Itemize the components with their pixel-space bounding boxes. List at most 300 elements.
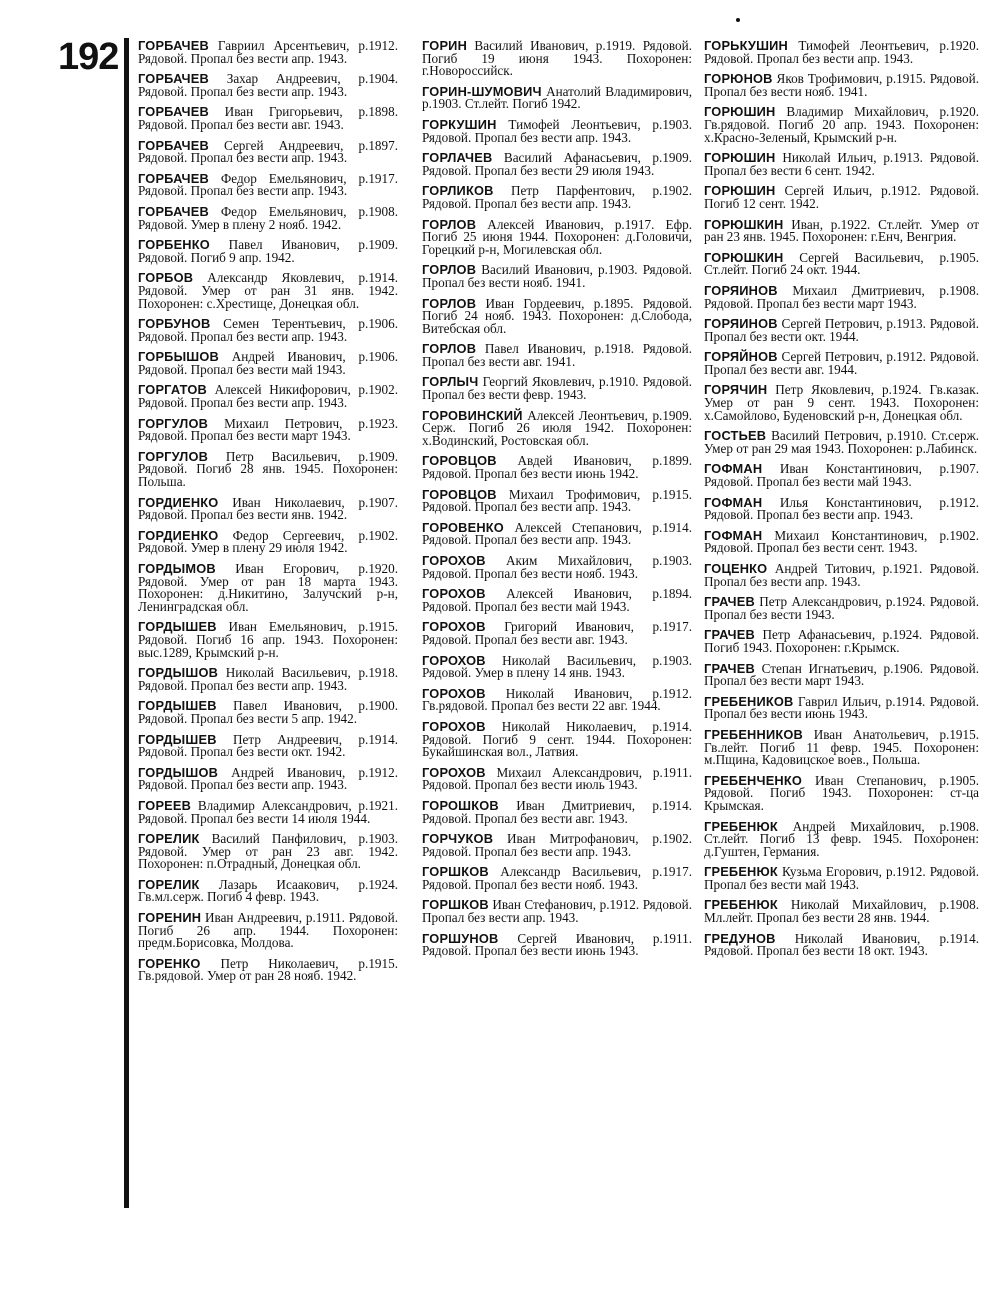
entry-paragraph bbox=[704, 106, 979, 144]
entry-details: Михаил Петрович, р.1923. Рядовой. Пропал без вести март 1943. bbox=[138, 415, 398, 444]
entry-details: Василий Петрович, р.1910. Ст.серж. Умер от ран 29 мая 1943. Похоронен: р.Лабинск. bbox=[704, 428, 979, 456]
entry-details: Александр Яковлевич, р.1914. Рядовой. Умер от ран 31 янв. 1942. Похоронен: с.Хрестище, Донецкая обл. bbox=[138, 270, 399, 311]
entry-details: Петр Яковлевич, р.1924. Гв.казак. Умер от ран 9 сент. 1943. Похоронен: х.Самойлово, Буденовский р-н, Донецкая обл. bbox=[704, 382, 979, 423]
entry-details: Иван Анатольевич, р.1915. Гв.лейт. Погиб 11 февр. 1945. Похоронен: м.Пщина, Кадовицское воев., Польша. bbox=[704, 726, 980, 768]
entry bbox=[704, 772, 979, 813]
entry-details: Петр Николаевич, р.1915. Гв.рядовой. Умер от ран 28 нояб. 1942. bbox=[138, 955, 398, 984]
entry-surname: ГОРЯЙНОВ bbox=[704, 349, 778, 365]
entry-details: Алексей Никифорович, р.1902. Рядовой. Пропал без вести апр. 1943. bbox=[138, 382, 398, 411]
scan-mark bbox=[736, 18, 740, 22]
entry bbox=[422, 83, 692, 112]
entry-paragraph bbox=[422, 797, 692, 826]
entry-surname: ГОРЮШКИН bbox=[704, 249, 784, 265]
entry bbox=[138, 272, 398, 310]
entry bbox=[138, 912, 398, 950]
entry bbox=[704, 384, 979, 422]
entry-details: Семен Терентьевич, р.1906. Рядовой. Пропал без вести апр. 1943. bbox=[138, 316, 398, 344]
entry-surname: ГОРГУЛОВ bbox=[138, 448, 209, 464]
entry-paragraph bbox=[138, 448, 398, 490]
entry-surname: ГОРШКОВ bbox=[422, 897, 489, 913]
entry bbox=[138, 667, 398, 692]
entry-surname: ГОРЛОВ bbox=[422, 295, 477, 311]
entry-paragraph bbox=[138, 667, 398, 692]
entry-paragraph bbox=[422, 264, 692, 289]
entry-details: Лазарь Исаакович, р.1924. Гв.мл.серж. Погиб 4 февр. 1943. bbox=[138, 876, 399, 905]
column-3 bbox=[704, 40, 979, 966]
entry-paragraph bbox=[422, 718, 692, 760]
entry-surname: ГОРЛОВ bbox=[422, 341, 477, 357]
entry-details: Петр Васильевич, р.1909. Рядовой. Погиб 28 янв. 1945. Похоронен: Польша. bbox=[138, 448, 398, 490]
entry-surname: ГОСТЬЕВ bbox=[704, 428, 767, 444]
entry-surname: ГОРОХОВ bbox=[422, 685, 486, 701]
entry-details: Николай Васильевич, р.1918. Рядовой. Пропал без вести апр. 1943. bbox=[138, 665, 399, 693]
entry-details: Сергей Иванович, р.1911. Рядовой. Пропал без вести июнь 1943. bbox=[422, 930, 693, 959]
entry bbox=[138, 731, 398, 760]
entry-paragraph bbox=[138, 272, 398, 310]
entry-details: Алексей Иванович, р.1917. Ефр. Погиб 25 июня 1944. Похоронен: д.Головичи, Горецкий р-н, Могилевская обл. bbox=[422, 216, 693, 257]
entry-details: Михаил Дмитриевич, р.1908. Рядовой. Пропал без вести март 1943. bbox=[704, 282, 979, 311]
entry-paragraph bbox=[704, 318, 979, 343]
entry bbox=[704, 40, 979, 65]
entry bbox=[704, 463, 979, 488]
entry-surname: ГОРГАТОВ bbox=[138, 382, 207, 398]
entry-paragraph bbox=[704, 726, 980, 768]
entry-details: Авдей Иванович, р.1899. Рядовой. Пропал без вести июнь 1942. bbox=[422, 453, 692, 482]
entry-details: Алексей Степанович, р.1914. Рядовой. Пропал без вести апр. 1943. bbox=[422, 519, 692, 548]
entry bbox=[422, 797, 692, 826]
entry-paragraph bbox=[704, 772, 979, 813]
entry bbox=[422, 185, 692, 210]
entry-details: Иван Емельянович, р.1915. Рядовой. Погиб 16 апр. 1943. Похоронен: выс.1289, Крымский р-н. bbox=[138, 619, 398, 660]
entry bbox=[422, 376, 692, 401]
entry-surname: ГОРОВЦОВ bbox=[422, 486, 497, 502]
entry bbox=[138, 203, 399, 232]
entry-surname: ГОРЕЛИК bbox=[138, 831, 200, 847]
entry-surname: ГОРДЫШЕВ bbox=[138, 619, 217, 635]
entry-details: Василий Иванович, р.1919. Рядовой. Погиб 19 июня 1943. Похоронен: г.Новороссийск. bbox=[422, 38, 693, 79]
entry-surname: ГОРЕЛИК bbox=[138, 876, 200, 892]
entry bbox=[422, 899, 692, 924]
entry-paragraph bbox=[138, 527, 399, 556]
entry-details: Гаврил Ильич, р.1914. Рядовой. Пропал без вести июнь 1943. bbox=[704, 693, 980, 722]
entry-paragraph bbox=[138, 203, 399, 232]
entry-surname: ГРАЧЕВ bbox=[704, 660, 755, 676]
entry-surname: ГОРБАЧЕВ bbox=[138, 38, 209, 53]
entry-paragraph bbox=[138, 764, 399, 793]
entry-surname: ГОРЯИНОВ bbox=[704, 316, 778, 332]
entry-details: Иван Андреевич, р.1911. Рядовой. Погиб 26 апр. 1944. Похоронен: предм.Борисовка, Молдова. bbox=[138, 910, 399, 951]
entry bbox=[138, 876, 399, 905]
entry-details: Алексей Иванович, р.1894. Рядовой. Пропал без вести май 1943. bbox=[422, 586, 692, 614]
entry-surname: ГОРБАЧЕВ bbox=[138, 104, 209, 120]
entry-details: Василий Иванович, р.1903. Рядовой. Пропал без вести нояб. 1941. bbox=[422, 262, 692, 290]
entry-details: Николай Иванович, р.1914. Рядовой. Пропал без вести 18 окт. 1943. bbox=[704, 930, 980, 959]
entry bbox=[704, 660, 979, 689]
entry bbox=[422, 621, 692, 646]
entry bbox=[704, 282, 979, 311]
entry-surname: ГОРДЫШОВ bbox=[138, 764, 219, 780]
entry-details: Владимир Михайлович, р.1920. Гв.рядовой. Погиб 20 апр. 1943. Похоронен: х.Красно-Зеленый, Крымский р-н. bbox=[704, 104, 980, 145]
entry-paragraph bbox=[422, 588, 692, 613]
entry-details: Гавриил Арсентьевич, р.1912. Рядовой. Пропал без вести апр. 1943. bbox=[138, 38, 398, 66]
entry-surname: ГОРБЫШОВ bbox=[138, 349, 219, 365]
entry-paragraph bbox=[704, 282, 979, 311]
entry-paragraph bbox=[422, 764, 693, 793]
entry bbox=[138, 494, 399, 523]
entry-surname: ГОРЯЧИН bbox=[704, 382, 768, 398]
entry-surname: ГОРЛОВ bbox=[422, 216, 477, 232]
entry-details: Тимофей Леонтьевич, р.1903. Рядовой. Пропал без вести апр. 1943. bbox=[422, 116, 692, 145]
entry-details: Андрей Михайлович, р.1908. Ст.лейт. Погиб 13 февр. 1945. Похоронен: д.Гуштен, Германия. bbox=[704, 818, 980, 859]
entry-surname: ГОРДЫШЕВ bbox=[138, 731, 217, 747]
entry-paragraph bbox=[138, 563, 398, 613]
entry-paragraph bbox=[704, 430, 979, 455]
entry-surname: ГОРОВЦОВ bbox=[422, 453, 497, 469]
entry-surname: ГОРЛОВ bbox=[422, 262, 477, 278]
entry bbox=[422, 866, 692, 891]
entry-surname: ГОРЧУКОВ bbox=[422, 831, 494, 847]
entry bbox=[138, 239, 398, 264]
entry bbox=[422, 116, 692, 145]
entry bbox=[704, 351, 979, 376]
entry bbox=[704, 930, 980, 959]
entry-paragraph bbox=[138, 239, 398, 264]
entry bbox=[138, 700, 398, 725]
entry-surname: ГОРЯИНОВ bbox=[704, 282, 778, 298]
entry-details: Сергей Андреевич, р.1897. Рядовой. Пропал без вести апр. 1943. bbox=[138, 137, 399, 166]
entry bbox=[704, 249, 980, 278]
entry bbox=[138, 527, 399, 556]
entry-surname: ГРЕДУНОВ bbox=[704, 930, 776, 946]
entry-details: Павел Иванович, р.1909. Рядовой. Погиб 9 апр. 1942. bbox=[138, 237, 398, 265]
entry-paragraph bbox=[422, 295, 692, 336]
entry-paragraph bbox=[422, 455, 692, 480]
column-1 bbox=[138, 40, 398, 991]
entry-paragraph bbox=[422, 899, 692, 924]
entry-paragraph bbox=[422, 376, 692, 401]
entry bbox=[704, 866, 979, 891]
entry-details: Петр Афанасьевич, р.1924. Рядовой. Погиб 1943. Похоронен: г.Крымск. bbox=[704, 627, 980, 655]
entry-surname: ГРЕБЕННИКОВ bbox=[704, 726, 803, 742]
entry-paragraph bbox=[138, 731, 398, 760]
entry-paragraph bbox=[138, 137, 399, 166]
entry bbox=[422, 264, 692, 289]
entry-details: Яков Трофимович, р.1915. Рядовой. Пропал без вести нояб. 1941. bbox=[704, 71, 979, 99]
entry-surname: ГРЕБЕНЧЕНКО bbox=[704, 772, 803, 788]
entry-paragraph bbox=[138, 876, 399, 905]
entry-details: Сергей Васильевич, р.1905. Ст.лейт. Погиб 24 окт. 1944. bbox=[704, 249, 980, 278]
entry-surname: ГОРБАЧЕВ bbox=[138, 170, 209, 186]
entry-details: Иван Константинович, р.1907. Рядовой. Пропал без вести май 1943. bbox=[704, 461, 980, 490]
entry-details: Федор Емельянович, р.1908. Рядовой. Умер в плену 2 нояб. 1942. bbox=[138, 203, 399, 232]
entry-surname: ГОРЛЫЧ bbox=[422, 374, 479, 390]
entry-paragraph bbox=[138, 318, 398, 343]
entry-surname: ГОРЮШКИН bbox=[704, 216, 784, 232]
entry-surname: ГОРЛИКОВ bbox=[422, 183, 494, 199]
entry bbox=[422, 343, 692, 368]
entry bbox=[138, 170, 399, 199]
entry bbox=[422, 833, 692, 858]
entry-paragraph bbox=[422, 343, 692, 368]
entry-details: Иван Николаевич, р.1907. Рядовой. Пропал без вести янв. 1942. bbox=[138, 494, 399, 523]
entry-paragraph bbox=[704, 563, 979, 588]
entry-paragraph bbox=[704, 818, 980, 859]
entry bbox=[422, 764, 693, 793]
entry-paragraph bbox=[704, 660, 979, 689]
entry-surname: ГОРОВИНСКИЙ bbox=[422, 407, 523, 423]
entry-surname: ГОФМАН bbox=[704, 527, 763, 543]
entry-details: Михаил Трофимович, р.1915. Рядовой. Пропал без вести апр. 1943. bbox=[422, 486, 692, 515]
entry bbox=[422, 486, 692, 515]
entry-paragraph bbox=[138, 170, 399, 199]
entry bbox=[138, 73, 398, 98]
entry bbox=[704, 185, 979, 210]
entry-paragraph bbox=[138, 351, 398, 376]
entry-details: Павел Иванович, р.1918. Рядовой. Пропал без вести авг. 1941. bbox=[422, 341, 692, 369]
entry-surname: ГРЕБЕНЮК bbox=[704, 897, 778, 913]
entry-paragraph bbox=[704, 494, 979, 523]
entry-surname: ГОРИН bbox=[422, 38, 468, 53]
entry-surname: ГОРДИЕНКО bbox=[138, 494, 219, 510]
entry-surname: ГОРЮНОВ bbox=[704, 71, 773, 87]
entry-paragraph bbox=[422, 555, 692, 580]
entry-details: Иван Дмитриевич, р.1914. Рядовой. Пропал без вести авг. 1943. bbox=[422, 797, 692, 826]
entry bbox=[704, 152, 979, 177]
entry-details: Федор Емельянович, р.1917. Рядовой. Пропал без вести апр. 1943. bbox=[138, 170, 399, 199]
entry bbox=[422, 555, 692, 580]
entry-details: Григорий Иванович, р.1917. Рядовой. Пропал без вести авг. 1943. bbox=[422, 619, 693, 647]
entry-paragraph bbox=[138, 621, 398, 659]
entry-paragraph bbox=[704, 930, 980, 959]
entry-surname: ГОРОХОВ bbox=[422, 718, 486, 734]
entry-surname: ГОРДЫШОВ bbox=[138, 665, 219, 681]
entry-surname: ГОРДЫШЕВ bbox=[138, 698, 217, 714]
entry bbox=[422, 455, 692, 480]
entry bbox=[704, 106, 979, 144]
entry-surname: ГОРБЕНКО bbox=[138, 237, 210, 253]
entry-surname: ГОРШУНОВ bbox=[422, 930, 499, 946]
entry-paragraph bbox=[422, 519, 692, 548]
page-number: 192 bbox=[58, 36, 119, 78]
entry bbox=[704, 318, 979, 343]
entry-paragraph bbox=[138, 955, 398, 984]
entry-paragraph bbox=[422, 930, 693, 959]
entry-surname: ГОРДЫМОВ bbox=[138, 561, 216, 576]
entry-paragraph bbox=[704, 866, 979, 891]
entry-surname: ГОРИН-ШУМОВИЧ bbox=[422, 83, 542, 99]
entry bbox=[422, 295, 692, 336]
entry-details: Захар Андреевич, р.1904. Рядовой. Пропал без вести апр. 1943. bbox=[138, 71, 398, 99]
entry-surname: ГОРОХОВ bbox=[422, 553, 486, 568]
entry-details: Федор Сергеевич, р.1902. Рядовой. Умер в плену 29 июля 1942. bbox=[138, 527, 399, 556]
entry-details: Иван Стефанович, р.1912. Рядовой. Пропал без вести апр. 1943. bbox=[422, 897, 693, 926]
entry bbox=[422, 588, 692, 613]
entry-paragraph bbox=[704, 527, 980, 556]
entry-surname: ГРАЧЕВ bbox=[704, 594, 755, 610]
entry-details: Николай Иванович, р.1912. Гв.рядовой. Пропал без вести 22 авг. 1944. bbox=[422, 685, 692, 714]
entry-details: Сергей Ильич, р.1912. Рядовой. Погиб 12 сент. 1942. bbox=[704, 183, 979, 211]
entry-surname: ГОРОХОВ bbox=[422, 764, 486, 780]
entry-details: Иван Гордеевич, р.1895. Рядовой. Погиб 24 нояб. 1943. Похоронен: д.Слобода, Витебская обл. bbox=[422, 295, 692, 336]
entry-paragraph bbox=[138, 384, 398, 409]
entry-paragraph bbox=[138, 40, 398, 65]
entry-paragraph bbox=[138, 912, 398, 950]
entry-details: Петр Андреевич, р.1914. Рядовой. Пропал без вести окт. 1942. bbox=[138, 731, 398, 760]
entry-details: Сергей Петрович, р.1912. Рядовой. Пропал без вести авг. 1944. bbox=[704, 349, 979, 377]
entry bbox=[138, 563, 398, 613]
entry-paragraph bbox=[422, 407, 693, 448]
entry bbox=[704, 430, 979, 455]
entry-paragraph bbox=[704, 216, 980, 245]
entry-details: Иван Григорьевич, р.1898. Рядовой. Пропал без вести авг. 1943. bbox=[138, 104, 399, 132]
entry-paragraph bbox=[704, 899, 979, 924]
page-rule bbox=[124, 38, 129, 1208]
entry-surname: ГРЕБЕНЮК bbox=[704, 818, 778, 834]
entry bbox=[138, 621, 398, 659]
entry bbox=[422, 407, 693, 448]
entry-paragraph bbox=[704, 185, 979, 210]
entry-details: Иван Егорович, р.1920. Рядовой. Умер от ран 18 марта 1943. Похоронен: д.Никитино, Залучский р-н, Ленинградская обл. bbox=[138, 561, 398, 614]
entry-surname: ГОРЬКУШИН bbox=[704, 38, 788, 53]
entry bbox=[422, 930, 693, 959]
entry-details: Андрей Титович, р.1921. Рядовой. Пропал без вести апр. 1943. bbox=[704, 561, 980, 589]
entry-details: Илья Константинович, р.1912. Рядовой. Пропал без вести апр. 1943. bbox=[704, 494, 979, 523]
entry-surname: ГОРБОВ bbox=[138, 270, 194, 286]
entry-surname: ГОРЕНКО bbox=[138, 955, 201, 971]
entry-paragraph bbox=[138, 833, 398, 871]
entry-surname: ГОЦЕНКО bbox=[704, 561, 768, 576]
entry-details: Николай Николаевич, р.1914. Рядовой. Погиб 9 сент. 1944. Похоронен: Букайшинская вол., Латвия. bbox=[422, 718, 692, 760]
entry-surname: ГОРБАЧЕВ bbox=[138, 203, 209, 219]
entry-surname: ГОРЕЕВ bbox=[138, 797, 192, 813]
entry-details: Георгий Яковлевич, р.1910. Рядовой. Пропал без вести февр. 1943. bbox=[422, 374, 693, 403]
entry bbox=[704, 73, 979, 98]
entry-paragraph bbox=[422, 833, 692, 858]
entry-paragraph bbox=[422, 83, 692, 112]
entry-surname: ГОРОХОВ bbox=[422, 619, 486, 635]
entry-details: Николай Ильич, р.1913. Рядовой. Пропал без вести 6 сент. 1942. bbox=[704, 150, 980, 178]
entry-surname: ГОРЕНИН bbox=[138, 910, 202, 926]
entry bbox=[138, 318, 398, 343]
entry-surname: ГРАЧЕВ bbox=[704, 627, 755, 643]
entry-surname: ГОРШКОВ bbox=[422, 864, 489, 880]
entry-details: Иван, р.1922. Ст.лейт. Умер от ран 23 янв. 1945. Похоронен: г.Енч, Венгрия. bbox=[704, 216, 980, 245]
entry bbox=[422, 718, 692, 760]
entry-details: Иван Степанович, р.1905. Рядовой. Погиб 1943. Похоронен: ст-ца Крымская. bbox=[704, 772, 979, 813]
entry-paragraph bbox=[422, 621, 692, 646]
entry-details: Степан Игнатьевич, р.1906. Рядовой. Пропал без вести март 1943. bbox=[704, 660, 979, 689]
entry-surname: ГОФМАН bbox=[704, 461, 763, 477]
entry-paragraph bbox=[422, 116, 692, 145]
entry-paragraph bbox=[422, 685, 692, 714]
entry-details: Тимофей Леонтьевич, р.1920. Рядовой. Пропал без вести апр. 1943. bbox=[704, 38, 979, 66]
entry-paragraph bbox=[704, 73, 979, 98]
entry-surname: ГОРБУНОВ bbox=[138, 316, 211, 332]
entry bbox=[138, 764, 399, 793]
entry-paragraph bbox=[704, 693, 980, 722]
entry bbox=[138, 384, 398, 409]
entry bbox=[422, 685, 692, 714]
entry-details: Иван Митрофанович, р.1902. Рядовой. Пропал без вести апр. 1943. bbox=[422, 831, 692, 859]
entry-paragraph bbox=[704, 629, 979, 654]
entry-details: Петр Парфентович, р.1902. Рядовой. Пропал без вести апр. 1943. bbox=[422, 183, 693, 211]
entry-paragraph bbox=[704, 596, 979, 621]
entry bbox=[138, 833, 398, 871]
entry-paragraph bbox=[138, 106, 398, 131]
entry-details: Василий Панфилович, р.1903. Рядовой. Умер от ран 23 авг. 1942. Похоронен: п.Отрадный, Донецкая обл. bbox=[138, 831, 399, 872]
entry-surname: ГОРЮШИН bbox=[704, 183, 776, 199]
entry bbox=[422, 652, 693, 681]
entry-details: Аким Михайлович, р.1903. Рядовой. Пропал без вести нояб. 1943. bbox=[422, 553, 693, 581]
entry-details: Николай Михайлович, р.1908. Мл.лейт. Пропал без вести 28 янв. 1944. bbox=[704, 897, 980, 926]
entry-surname: ГОРБАЧЕВ bbox=[138, 71, 209, 87]
entry bbox=[704, 563, 979, 588]
entry-paragraph bbox=[138, 700, 398, 725]
entry-surname: ГОФМАН bbox=[704, 494, 763, 510]
entry-paragraph bbox=[422, 152, 692, 177]
entry bbox=[138, 415, 398, 444]
entry-surname: ГОРЮШИН bbox=[704, 104, 776, 120]
entry-details: Павел Иванович, р.1900. Рядовой. Пропал без вести 5 апр. 1942. bbox=[138, 698, 398, 726]
entry bbox=[138, 40, 398, 65]
entry-surname: ГОРЮШИН bbox=[704, 150, 776, 166]
entry-paragraph bbox=[422, 866, 692, 891]
entry bbox=[704, 693, 980, 722]
entry-surname: ГОРДИЕНКО bbox=[138, 527, 219, 543]
entry-surname: ГОРКУШИН bbox=[422, 116, 497, 132]
entry bbox=[422, 152, 692, 177]
entry-details: Михаил Константинович, р.1902. Рядовой. Пропал без вести сент. 1943. bbox=[704, 527, 980, 556]
entry-details: Владимир Александрович, р.1921. Рядовой. Пропал без вести 14 июля 1944. bbox=[138, 797, 398, 826]
entry bbox=[704, 629, 979, 654]
entry bbox=[138, 797, 398, 826]
entry bbox=[704, 527, 980, 556]
entry-surname: ГРЕБЕНИКОВ bbox=[704, 693, 794, 709]
entry-details: Михаил Александрович, р.1911. Рядовой. Пропал без вести июль 1943. bbox=[422, 764, 693, 793]
entry-paragraph bbox=[422, 652, 693, 681]
entry bbox=[704, 726, 980, 768]
entry-paragraph bbox=[704, 384, 979, 422]
entry bbox=[422, 216, 693, 257]
entry-paragraph bbox=[422, 185, 692, 210]
entry bbox=[704, 494, 979, 523]
entry-paragraph bbox=[704, 463, 979, 488]
entry-details: Сергей Петрович, р.1913. Рядовой. Пропал без вести окт. 1944. bbox=[704, 316, 979, 344]
entry-surname: ГОРОХОВ bbox=[422, 652, 486, 668]
entry-surname: ГОРЛАЧЕВ bbox=[422, 150, 493, 166]
entry-details: Кузьма Егорович, р.1912. Рядовой. Пропал без вести май 1943. bbox=[704, 864, 979, 892]
entry-paragraph bbox=[422, 40, 692, 78]
entry-details: Анатолий Владимирович, р.1903. Ст.лейт. Погиб 1942. bbox=[422, 83, 692, 112]
entry bbox=[422, 519, 692, 548]
entry-paragraph bbox=[138, 415, 398, 444]
entry-surname: ГОРОХОВ bbox=[422, 586, 486, 602]
entry bbox=[422, 40, 692, 78]
entry bbox=[138, 448, 398, 490]
entry-surname: ГРЕБЕНЮК bbox=[704, 864, 778, 880]
entry bbox=[704, 899, 979, 924]
entry-paragraph bbox=[138, 494, 399, 523]
entry-surname: ГОРОШКОВ bbox=[422, 797, 499, 813]
entry-paragraph bbox=[422, 486, 692, 515]
entry-paragraph bbox=[704, 152, 979, 177]
column-2 bbox=[422, 40, 692, 966]
entry bbox=[704, 596, 979, 621]
entry bbox=[138, 351, 398, 376]
entry-surname: ГОРОВЕНКО bbox=[422, 519, 504, 535]
entry-details: Андрей Иванович, р.1912. Рядовой. Пропал без вести апр. 1943. bbox=[138, 764, 399, 793]
entry-surname: ГОРБАЧЕВ bbox=[138, 137, 209, 153]
